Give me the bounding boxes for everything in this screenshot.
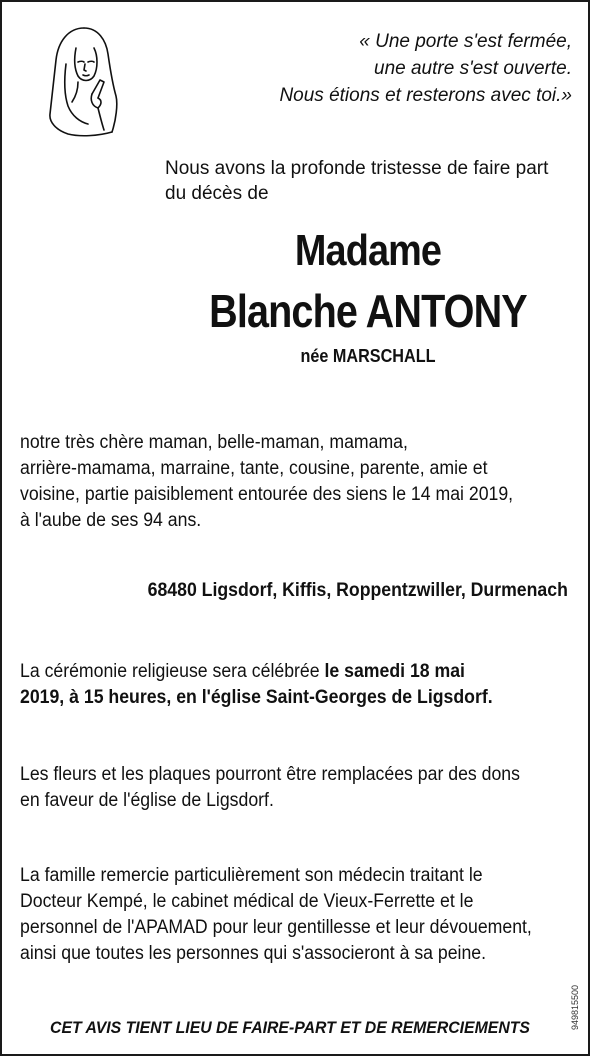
- ceremony-line-2: [20, 685, 493, 711]
- announcement-intro: [165, 156, 548, 206]
- flowers-line: en faveur de l'église de Ligsdorf.: [20, 790, 274, 811]
- flowers-paragraph: [20, 762, 520, 814]
- quote-line: « Une porte s'est fermée,: [359, 31, 572, 52]
- description-paragraph: [20, 430, 513, 534]
- deceased-title: Madame: [294, 226, 442, 275]
- footer-notice: CET AVIS TIENT LIEU DE FAIRE-PART ET DE REMERCIEMENTS: [50, 1018, 530, 1037]
- reference-number: 949815500: [570, 984, 580, 1030]
- ceremony-text: La cérémonie religieuse sera célébrée: [20, 661, 325, 682]
- flowers-line: Les fleurs et les plaques pourront être remplacées par des dons: [20, 764, 520, 785]
- ceremony-line-1: [20, 659, 493, 685]
- quote-line: une autre s'est ouverte.: [374, 58, 572, 79]
- description-line: notre très chère maman, belle-maman, mamama,: [20, 432, 408, 453]
- description-line: arrière-mamama, marraine, tante, cousine, parente, amie et: [20, 458, 488, 479]
- thanks-line: ainsi que toutes les personnes qui s'associeront à sa peine.: [20, 943, 487, 964]
- ceremony-date: le samedi 18 mai: [324, 661, 465, 682]
- intro-line: du décès de: [165, 183, 269, 204]
- intro-line: Nous avons la profonde tristesse de faire part: [165, 158, 549, 179]
- maiden-name: née MARSCHALL: [300, 346, 436, 366]
- description-line: à l'aube de ses 94 ans.: [20, 510, 202, 531]
- quote-line: Nous étions et resterons avec toi.»: [279, 85, 572, 106]
- description-line: voisine, partie paisiblement entourée des siens le 14 mai 2019,: [20, 484, 514, 505]
- epitaph-quote: [279, 28, 572, 109]
- thanks-line: Docteur Kempé, le cabinet médical de Vieux-Ferrette et le: [20, 891, 474, 912]
- deceased-name: Blanche ANTONY: [209, 285, 527, 337]
- praying-madonna-icon: [46, 24, 122, 138]
- family-locations: 68480 Ligsdorf, Kiffis, Roppentzwiller, Durmenach: [147, 580, 568, 601]
- ceremony-paragraph: [20, 659, 493, 711]
- thanks-paragraph: [20, 863, 532, 967]
- thanks-line: La famille remercie particulièrement son médecin traitant le: [20, 865, 483, 886]
- ceremony-time-place: 2019, à 15 heures, en l'église Saint-Georges de Ligsdorf.: [20, 687, 493, 708]
- thanks-line: personnel de l'APAMAD pour leur gentillesse et leur dévouement,: [20, 917, 532, 938]
